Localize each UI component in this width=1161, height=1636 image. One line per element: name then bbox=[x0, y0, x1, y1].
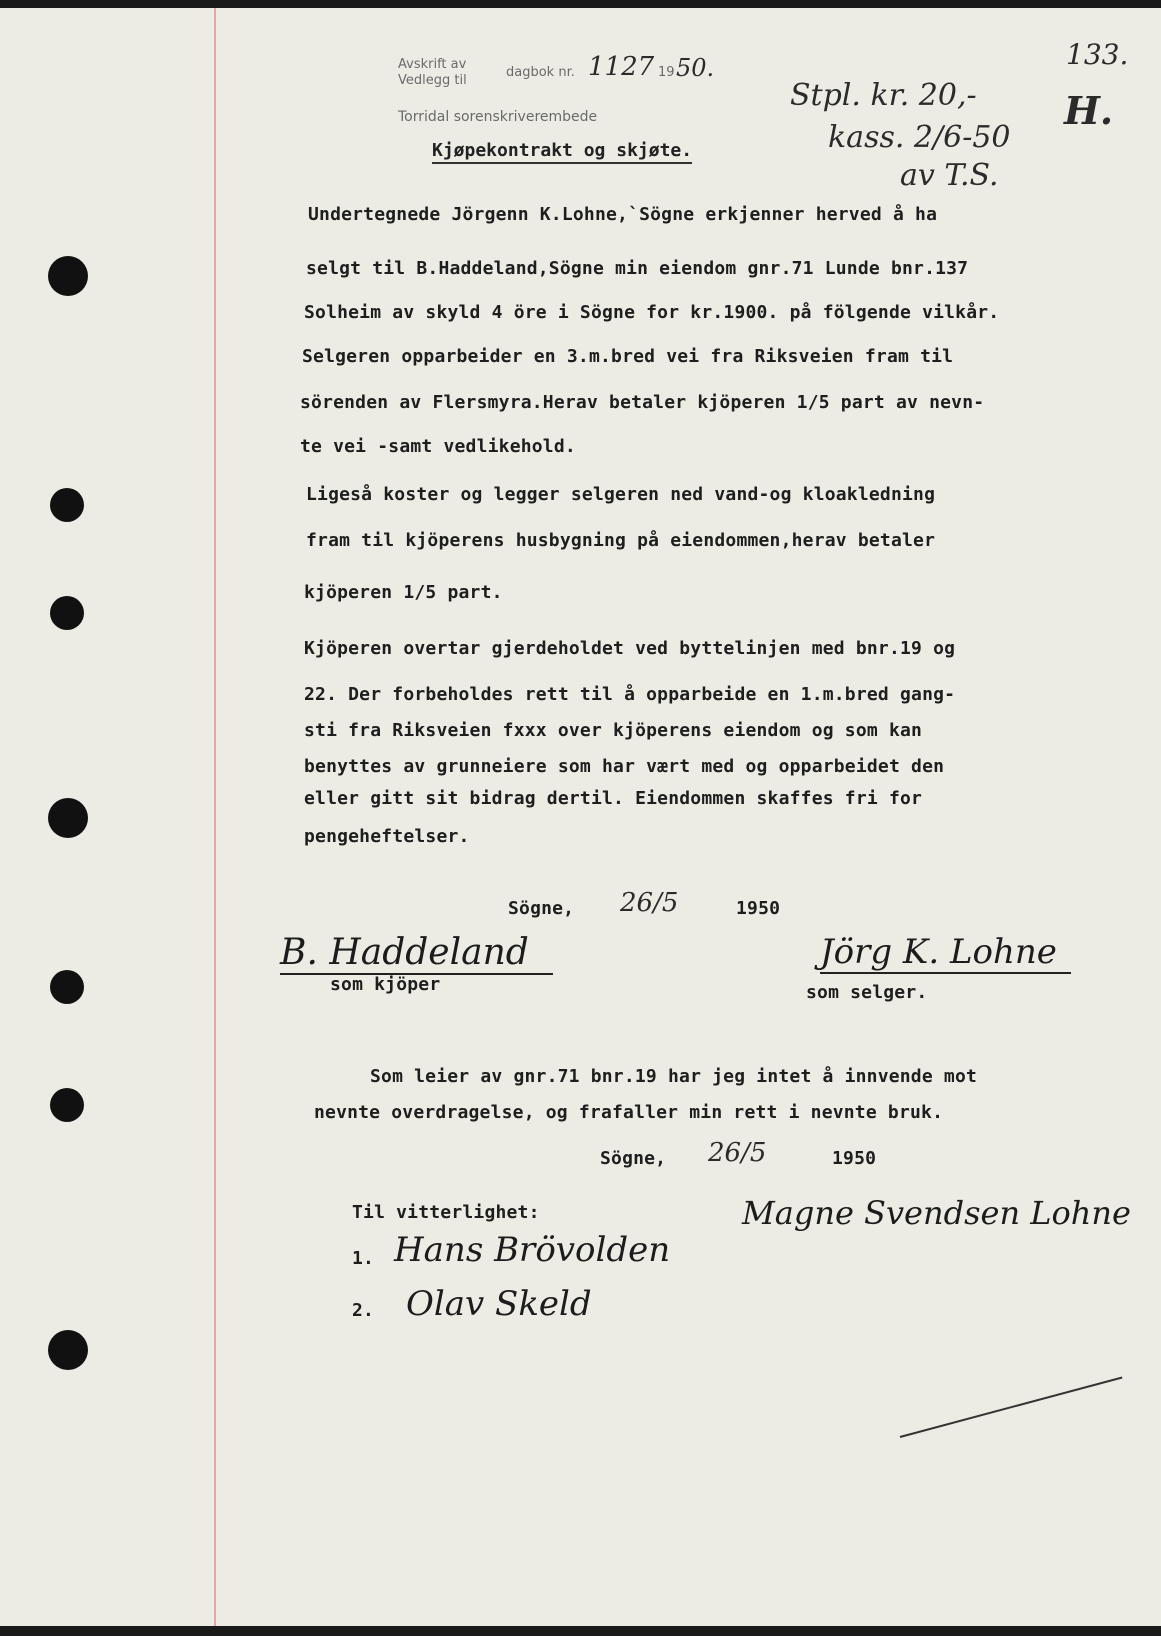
punch-hole bbox=[48, 1330, 88, 1370]
body-line: te vei -samt vedlikehold. bbox=[300, 436, 576, 457]
seller-signature: Jörg K. Lohne bbox=[820, 932, 1071, 974]
margin-line bbox=[214, 8, 216, 1626]
witness-heading: Til vitterlighet: bbox=[352, 1202, 540, 1223]
form-label-avskrift: Avskrift av bbox=[398, 57, 467, 72]
seller-role: som selger. bbox=[806, 982, 928, 1003]
office-name: Torridal sorenskriverembede bbox=[398, 109, 598, 125]
year-2: 1950 bbox=[832, 1148, 877, 1169]
date-2: 26/5 bbox=[708, 1138, 767, 1168]
body-line: sörenden av Flersmyra.Herav betaler kjöperen 1/5 part av nevn- bbox=[300, 392, 985, 413]
lessee-line: nevnte overdragelse, og frafaller min rett i nevnte bruk. bbox=[314, 1102, 944, 1123]
dagbok-number: 1127 bbox=[588, 52, 655, 82]
body-line: Kjöperen overtar gjerdeholdet ved byttelinjen med bnr.19 og bbox=[304, 638, 956, 659]
body-line: kjöperen 1/5 part. bbox=[304, 582, 503, 603]
body-line: Ligeså koster og legger selgeren ned vand-og kloakledning bbox=[306, 484, 936, 505]
place-2: Sögne, bbox=[600, 1148, 667, 1169]
date-1: 26/5 bbox=[620, 888, 679, 918]
punch-hole bbox=[48, 256, 88, 296]
witness-signature: Hans Brövolden bbox=[394, 1230, 671, 1270]
punch-hole bbox=[50, 596, 84, 630]
fee-notation: Stpl. kr. 20,- bbox=[790, 78, 977, 113]
page-number: 133. bbox=[1066, 38, 1129, 71]
body-line: Undertegnede Jörgenn K.Lohne,`Sögne erkjenner herved å ha bbox=[308, 204, 938, 225]
body-line: pengeheftelser. bbox=[304, 826, 470, 847]
document-page bbox=[0, 8, 1161, 1626]
body-line: fram til kjöperens husbygning på eiendommen,herav betaler bbox=[306, 530, 936, 551]
witness-number: 2. bbox=[352, 1300, 375, 1321]
body-line: selgt til B.Haddeland,Sögne min eiendom gnr.71 Lunde bnr.137 bbox=[306, 258, 969, 279]
form-label-vedlegg: Vedlegg til bbox=[398, 73, 467, 88]
punch-hole bbox=[50, 1088, 84, 1122]
body-line: 22. Der forbeholdes rett til å opparbeide en 1.m.bred gang- bbox=[304, 684, 956, 705]
body-line: sti fra Riksveien fxxx over kjöperens eiendom og som kan bbox=[304, 720, 923, 741]
form-label-dagbok: dagbok nr. bbox=[506, 65, 575, 80]
buyer-role: som kjöper bbox=[330, 974, 441, 995]
witness-signature: Olav Skeld bbox=[406, 1284, 592, 1324]
punch-hole bbox=[50, 488, 84, 522]
body-line: benyttes av grunneiere som har vært med og opparbeidet den bbox=[304, 756, 945, 777]
clerk-notation: av T.S. bbox=[900, 158, 999, 193]
cash-notation: kass. 2/6-50 bbox=[828, 120, 1011, 155]
place-1: Sögne, bbox=[508, 898, 575, 919]
closing-stroke bbox=[900, 1377, 1123, 1438]
year-1: 1950 bbox=[736, 898, 781, 919]
stamp-mark: H. bbox=[1064, 88, 1114, 133]
document-title: Kjøpekontrakt og skjøte. bbox=[432, 140, 692, 164]
witness-number: 1. bbox=[352, 1248, 375, 1269]
buyer-signature: B. Haddeland bbox=[280, 932, 553, 975]
body-line: Solheim av skyld 4 öre i Sögne for kr.1900. på fölgende vilkår. bbox=[304, 302, 1000, 323]
body-line: Selgeren opparbeider en 3.m.bred vei fra Riksveien fram til bbox=[302, 346, 954, 367]
lessee-signature: Magne Svendsen Lohne bbox=[742, 1194, 1131, 1232]
dagbok-year: 50. bbox=[676, 54, 715, 82]
form-label-year: 19 bbox=[658, 65, 675, 80]
punch-hole bbox=[50, 970, 84, 1004]
body-line: eller gitt sit bidrag dertil. Eiendommen skaffes fri for bbox=[304, 788, 923, 809]
lessee-line: Som leier av gnr.71 bnr.19 har jeg intet å innvende mot bbox=[370, 1066, 978, 1087]
punch-hole bbox=[48, 798, 88, 838]
